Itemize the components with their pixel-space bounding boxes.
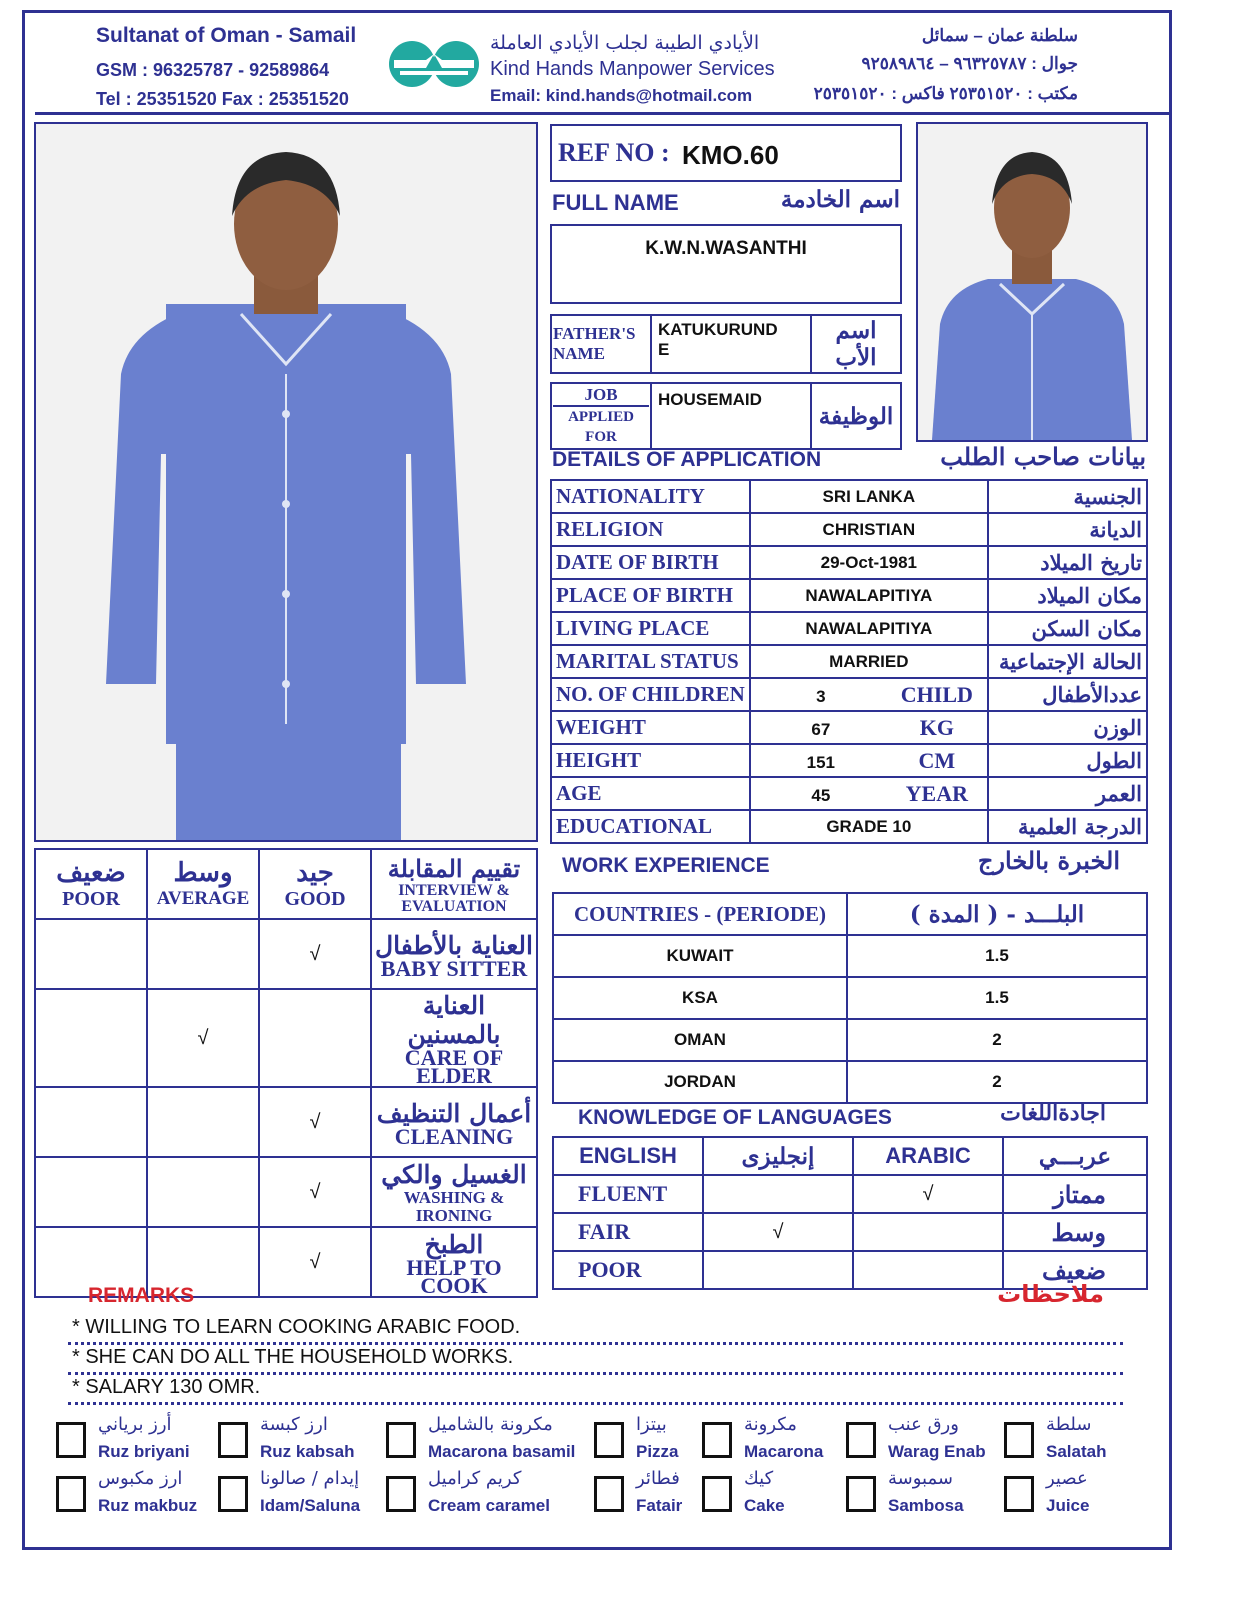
work-row (553, 935, 1147, 977)
food-checkbox[interactable] (56, 1476, 86, 1512)
work-header-row (553, 893, 1147, 935)
food-checkbox[interactable] (386, 1476, 416, 1512)
food-checkbox[interactable] (386, 1422, 416, 1458)
detail-unit: KG (919, 714, 954, 740)
food-label-ar: سلطة (1046, 1414, 1092, 1435)
father-label-line1: FATHER'S (553, 324, 636, 343)
detail-row (551, 645, 1147, 678)
lang-level-en: FAIR (553, 1213, 703, 1251)
full-name-value: K.W.N.WASANTHI (645, 238, 807, 259)
lang-mark-english (703, 1251, 853, 1289)
work-period: 1.5 (847, 935, 1147, 977)
detail-label-en: NO. OF CHILDREN (551, 678, 750, 711)
eval-header-good (259, 849, 371, 919)
eval-mark-good: √ (259, 1157, 371, 1227)
food-label-ar: ورق عنب (888, 1414, 959, 1435)
eval-header-title (371, 849, 537, 919)
eval-header-good-ar: جيد (296, 857, 334, 888)
detail-value: 151 (806, 752, 836, 772)
eval-mark-good: √ (259, 919, 371, 989)
detail-value: 3 (816, 686, 826, 706)
food-label-en: Ruz kabsah (260, 1442, 355, 1461)
lang-level-ar: وسط (1003, 1213, 1147, 1251)
detail-value: NAWALAPITIYA (805, 585, 933, 605)
detail-value-cell (750, 678, 988, 711)
evaluation-row (35, 919, 537, 989)
remark-line-2: * SHE CAN DO ALL THE HOUSEHOLD WORKS. (72, 1346, 514, 1368)
full-name-label-ar: اسم الخادمة (780, 186, 900, 213)
food-label-en: Fatair (636, 1496, 683, 1515)
food-label-ar: ارز مكبوس (98, 1468, 183, 1489)
lang-arabic-ar: عربـــي (1003, 1137, 1147, 1175)
detail-label-ar: العمر (988, 777, 1147, 810)
detail-value-cell (750, 480, 988, 513)
lang-level-en: POOR (553, 1251, 703, 1289)
remark-line-3: * SALARY 130 OMR. (72, 1376, 261, 1398)
detail-label-en: EDUCATIONAL (551, 810, 750, 843)
work-country: KUWAIT (553, 935, 847, 977)
food-label-en: Ruz makbuz (98, 1496, 198, 1515)
eval-skill-ar: العناية بالأطفال (374, 930, 533, 960)
food-label-ar: إيدام / صالونا (260, 1468, 360, 1489)
food-checkbox[interactable] (218, 1422, 248, 1458)
eval-mark-good: √ (259, 1227, 371, 1297)
detail-label-ar: الديانة (988, 513, 1147, 546)
lang-english-en: ENGLISH (553, 1137, 703, 1175)
work-title-ar: الخبرة بالخارج (977, 846, 1120, 875)
food-checkbox[interactable] (702, 1476, 732, 1512)
detail-value-cell (750, 645, 988, 678)
detail-label-en: DATE OF BIRTH (551, 546, 750, 579)
remarks-title-ar: ملاحظات (997, 1280, 1104, 1308)
eval-header-average (147, 849, 259, 919)
detail-value: GRADE 10 (826, 816, 912, 836)
detail-row (551, 777, 1147, 810)
food-label-en: Salatah (1046, 1442, 1107, 1461)
food-checkbox[interactable] (218, 1476, 248, 1512)
full-name-label-en: FULL NAME (552, 190, 679, 215)
detail-row (551, 678, 1147, 711)
ref-no-box (550, 124, 902, 182)
header-gsm-ar: جوال : ٩٦٣٢٥٧٨٧ – ٩٢٥٨٩٨٦٤ (861, 54, 1078, 73)
work-period: 2 (847, 1061, 1147, 1103)
detail-value: SRI LANKA (822, 486, 916, 506)
lang-level-ar: ضعيف (1003, 1251, 1147, 1289)
food-label-en: Idam/Saluna (260, 1496, 361, 1515)
father-name-label (551, 315, 651, 373)
detail-label-ar: مكان السكن (988, 612, 1147, 645)
company-name-en: Kind Hands Manpower Services (490, 58, 775, 80)
evaluation-table (34, 848, 538, 1298)
detail-label-en: NATIONALITY (551, 480, 750, 513)
food-checkbox[interactable] (1004, 1422, 1034, 1458)
lang-level-ar: ممتاز (1003, 1175, 1147, 1213)
eval-skill-en: BABY SITTER (380, 955, 528, 981)
food-label-en: Sambosa (888, 1496, 964, 1515)
detail-row (551, 612, 1147, 645)
job-label-line1: JOB (584, 385, 618, 404)
food-checkbox[interactable] (594, 1476, 624, 1512)
eval-header-title-ar: تقييم المقابلة (387, 853, 521, 883)
food-label-ar: كريم كراميل (428, 1468, 522, 1489)
lang-english-ar: إنجليزى (703, 1137, 853, 1175)
detail-value-cell (750, 546, 988, 579)
eval-skill (371, 1087, 537, 1157)
evaluation-row (35, 1087, 537, 1157)
eval-skill (371, 1157, 537, 1227)
details-table (550, 479, 1148, 844)
father-value-line1: KATUKURUND (658, 320, 778, 339)
work-row (553, 1061, 1147, 1103)
work-country: OMAN (553, 1019, 847, 1061)
work-row (553, 1019, 1147, 1061)
kind-hands-logo (386, 40, 482, 88)
company-email: Email: kind.hands@hotmail.com (490, 86, 753, 105)
food-label-en: Warag Enab (888, 1442, 986, 1461)
detail-label-ar: تاريخ الميلاد (988, 546, 1147, 579)
detail-value-cell (750, 579, 988, 612)
eval-skill-ar: الغسيل والكي (381, 1159, 527, 1189)
detail-value-cell (750, 810, 988, 843)
eval-header-poor (35, 849, 147, 919)
detail-value-cell (750, 612, 988, 645)
detail-label-en: LIVING PLACE (551, 612, 750, 645)
detail-unit: CHILD (900, 681, 973, 707)
job-label (551, 383, 651, 449)
eval-skill-ar: الطبخ (424, 1229, 484, 1259)
remark-line-1: * WILLING TO LEARN COOKING ARABIC FOOD. (72, 1316, 521, 1338)
detail-label-en: HEIGHT (551, 744, 750, 777)
food-label-ar: مكرونة (744, 1414, 797, 1435)
work-period: 1.5 (847, 977, 1147, 1019)
evaluation-row (35, 1157, 537, 1227)
food-checkbox[interactable] (1004, 1476, 1034, 1512)
detail-row (551, 546, 1147, 579)
food-label-en: Pizza (636, 1442, 679, 1461)
detail-label-en: AGE (551, 777, 750, 810)
eval-header-average-ar: وسط (173, 858, 233, 888)
eval-skill-ar: العناية بالمسنين (407, 991, 501, 1049)
eval-header-average-en: AVERAGE (156, 888, 250, 909)
eval-skill (371, 989, 537, 1087)
full-name-box (550, 224, 902, 304)
eval-header-title-en: INTERVIEW & EVALUATION (398, 881, 510, 915)
detail-value-cell (750, 777, 988, 810)
detail-value-cell (750, 744, 988, 777)
remarks-title-en: REMARKS (88, 1284, 195, 1307)
lang-level-en: FLUENT (553, 1175, 703, 1213)
detail-label-ar: الحالة الإجتماعية (988, 645, 1147, 678)
food-label-ar: كيك (744, 1468, 774, 1489)
detail-value: 67 (811, 719, 831, 739)
eval-mark-average (147, 919, 259, 989)
job-label-line2: APPLIED FOR (553, 405, 649, 447)
details-title-en: DETAILS OF APPLICATION (552, 448, 822, 471)
work-period: 2 (847, 1019, 1147, 1061)
detail-value: NAWALAPITIYA (805, 618, 933, 638)
lang-arabic-en: ARABIC (853, 1137, 1003, 1175)
job-label-ar: الوظيفة (811, 383, 901, 449)
details-title-ar: بيانات صاحب الطلب (940, 442, 1146, 471)
detail-value-cell (750, 711, 988, 744)
food-checkbox[interactable] (594, 1422, 624, 1458)
detail-label-ar: الطول (988, 744, 1147, 777)
eval-mark-average (147, 1087, 259, 1157)
food-label-ar: سمبوسة (888, 1468, 953, 1489)
header-tel-en: Tel : 25351520 Fax : 25351520 (96, 89, 349, 109)
languages-table (552, 1136, 1148, 1290)
detail-label-ar: مكان الميلاد (988, 579, 1147, 612)
eval-mark-good (259, 989, 371, 1087)
food-label-ar: عصير (1046, 1468, 1088, 1489)
eval-skill (371, 919, 537, 989)
eval-mark-average (147, 1157, 259, 1227)
work-title-en: WORK EXPERIENCE (562, 854, 770, 877)
food-label-en: Cream caramel (428, 1496, 550, 1515)
detail-label-en: PLACE OF BIRTH (551, 579, 750, 612)
detail-value: 45 (811, 785, 831, 805)
eval-mark-poor (35, 1157, 147, 1227)
eval-mark-poor (35, 989, 147, 1087)
job-value: HOUSEMAID (651, 383, 811, 449)
detail-row (551, 810, 1147, 843)
detail-unit: CM (918, 747, 956, 773)
food-label-ar: أرز برياني (98, 1414, 172, 1435)
detail-label-ar: الدرجة العلمية (988, 810, 1147, 843)
food-label-en: Juice (1046, 1496, 1090, 1515)
work-col-ar: البلـــد - ( المدة ) (847, 893, 1147, 935)
food-label-en: Ruz briyani (98, 1442, 190, 1461)
food-checkbox[interactable] (846, 1422, 876, 1458)
detail-label-ar: الجنسية (988, 480, 1147, 513)
lang-mark-arabic (853, 1213, 1003, 1251)
language-row (553, 1213, 1147, 1251)
detail-value-cell (750, 513, 988, 546)
detail-unit: YEAR (905, 780, 968, 806)
header-location-en: Sultanat of Oman - Samail (96, 24, 357, 47)
food-label-ar: مكرونة بالشاميل (428, 1414, 553, 1435)
applicant-full-photo (34, 122, 538, 842)
father-name-value (651, 315, 811, 373)
evaluation-header-row (35, 849, 537, 919)
detail-row (551, 480, 1147, 513)
eval-skill-en: HELP TO COOK (406, 1254, 502, 1298)
detail-row (551, 744, 1147, 777)
father-name-label-ar: اسم الأب (811, 315, 901, 373)
detail-row (551, 711, 1147, 744)
food-checkbox[interactable] (702, 1422, 732, 1458)
company-name-ar: الأيادي الطيبة لجلب الأيادي العاملة (490, 32, 760, 54)
header-tel-ar: مكتب : ٢٥٣٥١٥٢٠ فاكس : ٢٥٣٥١٥٢٠ (813, 84, 1078, 103)
eval-skill-en: CLEANING (394, 1123, 514, 1149)
work-country: KSA (553, 977, 847, 1019)
eval-mark-poor (35, 919, 147, 989)
languages-title-ar: اجادةاللغات (1000, 1100, 1106, 1126)
eval-mark-average: √ (147, 989, 259, 1087)
detail-label-en: WEIGHT (551, 711, 750, 744)
food-label-ar: ارز كبسة (260, 1414, 328, 1435)
food-label-en: Macarona (744, 1442, 824, 1461)
food-checkbox[interactable] (56, 1422, 86, 1458)
detail-value: MARRIED (829, 651, 909, 671)
eval-skill-en: CARE OF ELDER (404, 1045, 504, 1088)
food-label-en: Cake (744, 1496, 785, 1515)
detail-label-ar: الوزن (988, 711, 1147, 744)
detail-row (551, 513, 1147, 546)
eval-skill-ar: أعمال التنظيف (376, 1098, 532, 1128)
detail-row (551, 579, 1147, 612)
work-col-en: COUNTRIES - (PERIODE) (553, 893, 847, 935)
language-row (553, 1175, 1147, 1213)
father-name-table (550, 314, 902, 374)
remark-dotted-line (68, 1372, 1123, 1375)
eval-header-poor-ar: ضعيف (56, 857, 126, 888)
work-table (552, 892, 1148, 1104)
applicant-portrait-photo (916, 122, 1148, 442)
eval-mark-poor (35, 1087, 147, 1157)
lang-mark-english: √ (703, 1213, 853, 1251)
detail-label-en: MARITAL STATUS (551, 645, 750, 678)
languages-title-en: KNOWLEDGE OF LANGUAGES (578, 1106, 892, 1129)
job-table (550, 382, 902, 450)
header-divider (35, 112, 1170, 115)
detail-label-ar: عددالأطفال (988, 678, 1147, 711)
eval-skill (371, 1227, 537, 1297)
detail-value: CHRISTIAN (822, 519, 916, 539)
lang-mark-arabic: √ (853, 1175, 1003, 1213)
food-label-en: Macarona basamil (428, 1442, 576, 1461)
detail-value: 29-Oct-1981 (820, 552, 918, 572)
remark-dotted-line (68, 1342, 1123, 1345)
work-country: JORDAN (553, 1061, 847, 1103)
remark-dotted-line (68, 1402, 1123, 1405)
detail-label-en: RELIGION (551, 513, 750, 546)
eval-header-poor-en: POOR (62, 887, 120, 910)
food-label-ar: فطائر (636, 1468, 680, 1489)
header-gsm-en: GSM : 96325787 - 92589864 (96, 60, 330, 80)
food-checkbox[interactable] (846, 1476, 876, 1512)
eval-mark-good: √ (259, 1087, 371, 1157)
food-label-ar: بيتزا (636, 1414, 667, 1435)
father-value-line2: E (658, 340, 670, 359)
eval-skill-en: WASHING & IRONING (403, 1187, 505, 1225)
ref-no-label: REF NO : (558, 138, 670, 167)
father-label-line2: NAME (553, 344, 605, 363)
ref-no-value: KMO.60 (682, 140, 779, 170)
work-row (553, 977, 1147, 1019)
lang-mark-english (703, 1175, 853, 1213)
eval-header-good-en: GOOD (284, 887, 346, 910)
languages-header-row (553, 1137, 1147, 1175)
evaluation-row (35, 989, 537, 1087)
header-location-ar: سلطنة عمان – سمائل (921, 26, 1078, 45)
